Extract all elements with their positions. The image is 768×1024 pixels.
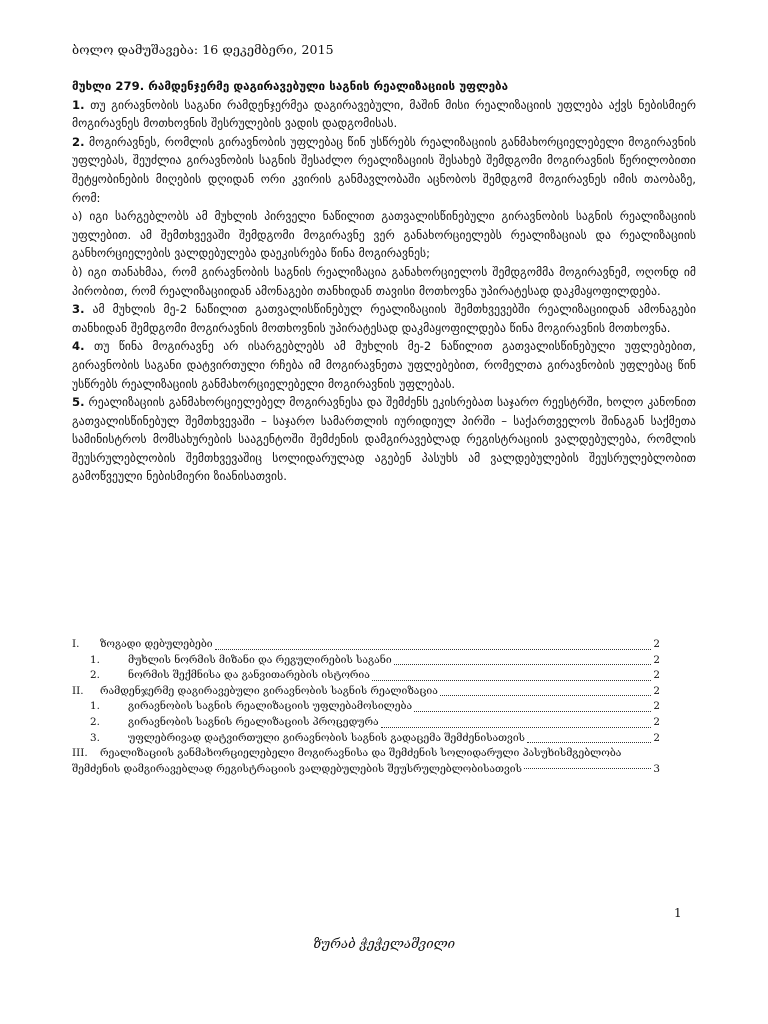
paragraph-5 [72, 393, 696, 486]
toc-entry-number: 1. [90, 653, 100, 666]
toc-entry-number: I. [72, 638, 80, 650]
toc-entry-number: 3. [90, 731, 100, 744]
toc-leader-dots [381, 727, 652, 728]
toc-entry-number: III. [72, 747, 88, 760]
paragraph-number: 3. [72, 302, 85, 317]
paragraph-text: თუ გირავნობის საგანი რამდენჯერმეა დაგირავებული, მაშინ მისი რეალიზაციის უფლება აქვს ნებისმიერ მოგირავნეს მოთხოვნის შესრულების ვადის დადგომისას. [72, 97, 696, 131]
toc-entry-title: ნორმის შექმნისა და განვითარების ისტორია [128, 669, 370, 682]
toc-entry-page: 2 [653, 731, 660, 744]
paragraph-text: ამ მუხლის მე-2 ნაწილით გათვალისწინებულ რეალიზაციის შემთხვევებში რეალიზაციიდან ამონაგები თანხიდან შემდგომი მოგირავნის მოთხოვნის უპირატესად დაკმაყოფილდება წინა მოგირავნის მოთხოვნა. [72, 302, 696, 335]
toc-entry-page: 2 [653, 684, 660, 697]
toc-entry-title: გირავნობის საგნის რეალიზაციის პროცედურა [128, 715, 379, 728]
toc-entry[interactable] [72, 653, 660, 669]
toc-entry[interactable] [72, 684, 660, 700]
paragraph-text: თუ წინა მოგირავნე არ ისარგებლებს ამ მუხლის მე-2 ნაწილით გათვალისწინებული უფლებებით, გირავნობის საგანი დატვირთული რჩება იმ მოგირავნეთა უფლებებით, რომელთა გირავნობის უფლებაც წინ უსწრებს რეალიზაციის განმახორციელებელი მოგირავნის უფლებას. [72, 339, 696, 391]
toc-entry-page: 2 [653, 653, 660, 666]
toc-leader-dots [524, 768, 651, 769]
toc-entry-title: ზოგადი დებულებები [100, 638, 213, 650]
author-name: ზურაბ ჭეჭელაშვილი [312, 937, 456, 952]
toc-entry-number: 2. [90, 669, 100, 682]
toc-entry-title: გირავნობის საგნის რეალიზაციის უფლებამოსილება [128, 700, 413, 713]
toc-entry-page: 2 [653, 715, 660, 728]
paragraph-number: 2. [72, 134, 85, 149]
paragraph-number: 4. [72, 339, 85, 354]
toc-leader-dots [440, 695, 652, 696]
paragraph-text: მოგირავნეს, რომლის გირავნობის უფლებაც წინ უსწრებს რეალიზაციის განმახორციელებელი მოგირავნის უფლებას, შეუძლია გირავნობის საგნის შესაძლო რეალიზაციის შესახებ შემდგომი მოგირავნის წერილობითი შეტყობინების მიღების დღიდან ორი კვირის განმავლობაში აცნობოს შემდგომ მოგირავნეს იმის თაობაზე, რომ: [72, 134, 696, 205]
toc-entry-title-continued: შემძენის დამგირავებლად რეგისტრაციის ვალდებულების შეუსრულებლობისათვის [72, 762, 522, 775]
toc-entry[interactable] [72, 746, 660, 777]
toc-entry-page: 2 [653, 638, 660, 650]
toc-leader-dots [215, 649, 652, 650]
toc-entry[interactable] [72, 715, 660, 731]
paragraph-text: ბ) იგი თანახმაა, რომ გირავნობის საგნის რეალიზაცია განახორციელოს შემდგომმა მოგირავნემ, ოღონდ იმ პირობით, რომ რეალიზაციიდან ამონაგები თანხიდან თავისი მოთხოვნა უპირატესად დაკმაყოფილდება. [72, 264, 696, 298]
toc-entry-title: რამდენჯერმე დაგირავებული გირავნობის საგნის რეალიზაცია [100, 684, 438, 697]
paragraph-2b [72, 263, 696, 300]
toc-entry-title: მუხლის ნორმის მიზანი და რეგულირების საგანი [128, 653, 392, 666]
paragraph-text: ა) იგი სარგებლობს ამ მუხლის პირველი ნაწილით გათვალისწინებული გირავნობის საგნის რეალიზაციის უფლებით. ამ შემთხვევაში შემდგომი მოგირავნე ვერ განახორციელებს რეალიზაციას და რეალიზაციის განხორციელების ვალდებულება დაეკისრება წინა მოგირავნეს; [72, 209, 696, 261]
toc-entry-page: 2 [653, 669, 660, 682]
table-of-contents [72, 637, 660, 777]
paragraph-4 [72, 337, 696, 393]
paragraph-text: რეალიზაციის განმახორციელებელ მოგირავნესა და შემძენს ეკისრებათ საჯარო რეესტრში, ხოლო კანონით გათვალისწინებულ შემთხვევაში – საჯარო სამართლის იურიდიულ პირში – საქართველოს შინაგან საქმეთა სამინისტროს მომსახურების სააგენტოში შემძენის დამგირავებლად რეგისტრაციის ვალდებულება, რომლის შეუსრულებლობის შემთხვევაშიც სოლიდარულად აგებენ პასუხს ამ ვალდებულების შეუსრულებლობით გამოწვეული ნებისმიერი ზიანისათვის. [72, 395, 696, 484]
paragraph-2 [72, 133, 696, 207]
paragraph-number: 1. [72, 97, 85, 112]
toc-entry[interactable] [72, 699, 660, 715]
toc-entry-number: II. [72, 684, 84, 697]
toc-entry[interactable] [72, 637, 660, 653]
toc-entry-line [72, 746, 660, 762]
last-updated-date: ბოლო დამუშავება: 16 დეკემბერი, 2015 [72, 42, 334, 57]
toc-entry[interactable] [72, 668, 660, 684]
toc-entry-title: უფლებრივად დატვირთული გირავნობის საგნის გადაცემა შემძენისათვის [128, 731, 525, 744]
toc-entry-number: 2. [90, 715, 100, 728]
paragraph-2a [72, 207, 696, 263]
paragraph-number: 5. [72, 395, 85, 410]
paragraph-3 [72, 300, 696, 337]
toc-leader-dots [394, 664, 652, 665]
toc-entry-title: რეალიზაციის განმახორციელებელი მოგირავნისა და შემძენის სოლიდარული პასუხისმგებლობა [100, 747, 622, 760]
toc-leader-dots [372, 680, 652, 681]
paragraph-1 [72, 96, 696, 133]
toc-entry-page: 2 [653, 700, 660, 713]
article-title: მუხლი 279. რამდენჯერმე დაგირავებული საგნის რეალიზაციის უფლება [72, 79, 509, 93]
toc-entry-number: 1. [90, 700, 100, 713]
article-body [72, 77, 696, 486]
toc-leader-dots [414, 711, 651, 712]
toc-entry[interactable] [72, 731, 660, 747]
toc-leader-dots [527, 742, 651, 743]
toc-entry-page: 3 [653, 762, 660, 775]
toc-entry-line [72, 762, 660, 778]
page-number: 1 [674, 906, 682, 920]
